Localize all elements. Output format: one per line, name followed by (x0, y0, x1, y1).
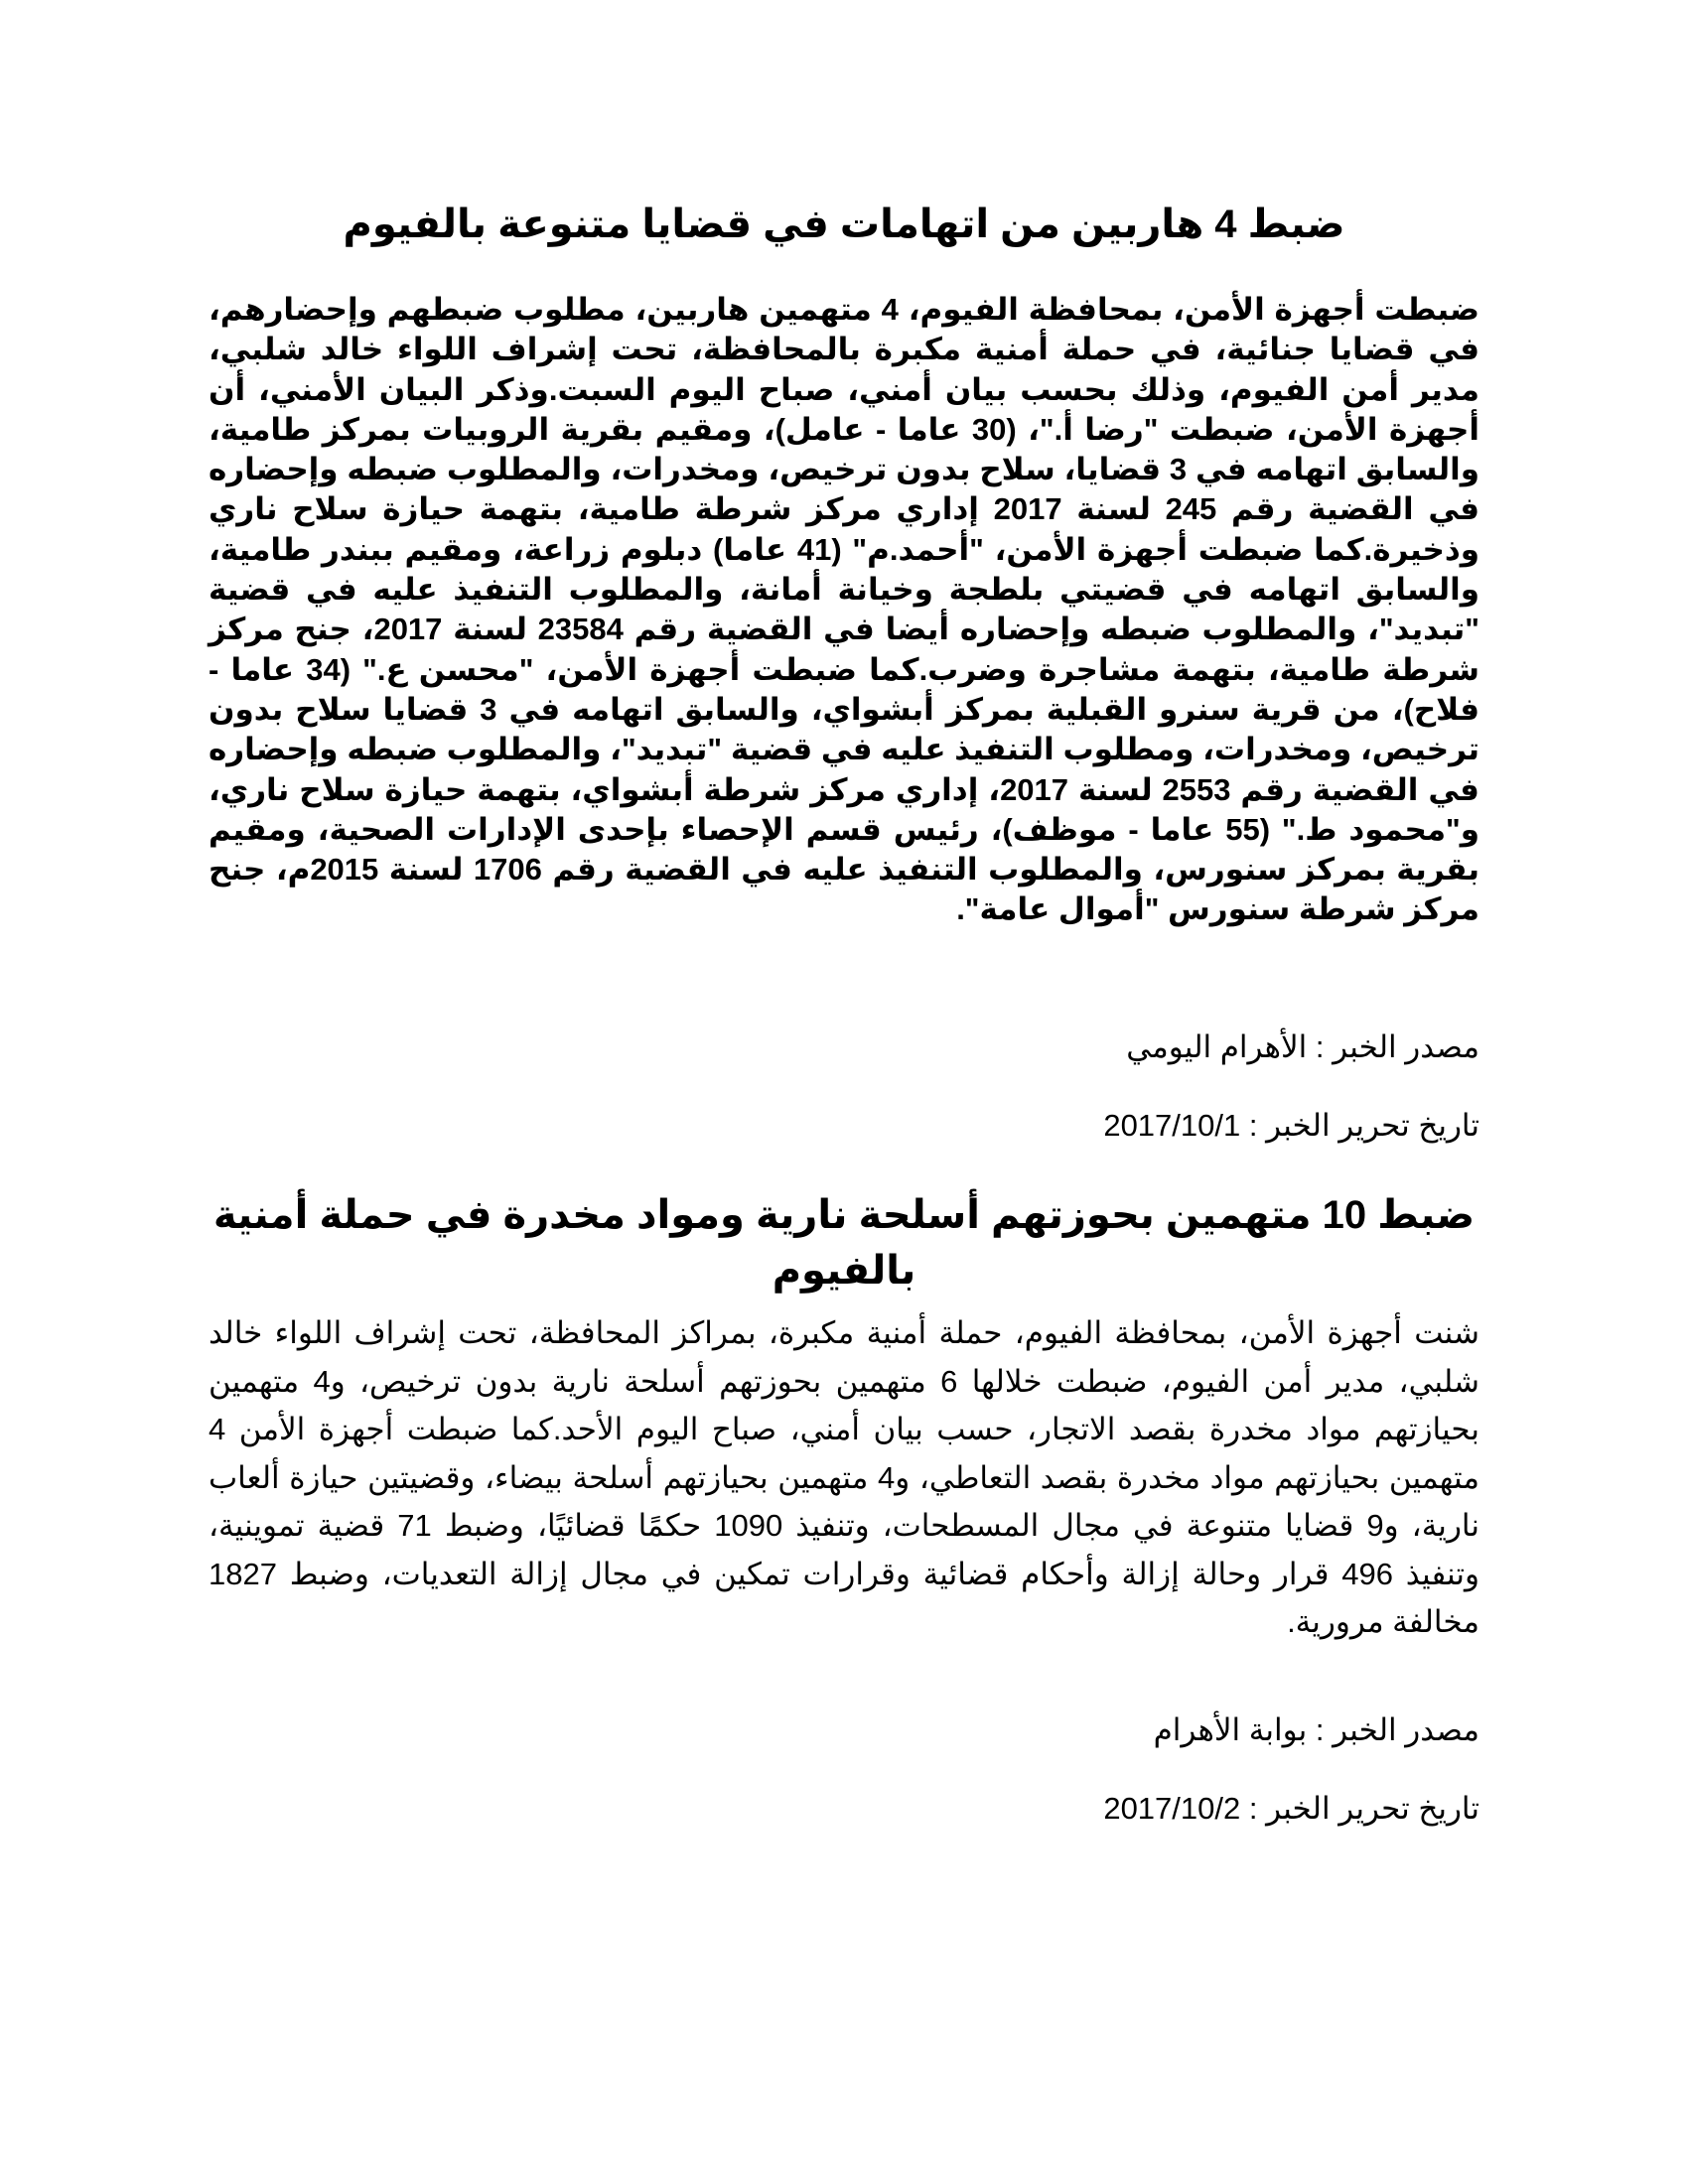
article-2-title: ضبط 10 متهمين بحوزتهم أسلحة نارية ومواد مخدرة في حملة أمنية بالفيوم (212, 1193, 1476, 1293)
article-1-source: مصدر الخبر : الأهرام اليومي (1126, 1029, 1479, 1064)
article-2-body: شنت أجهزة الأمن، بمحافظة الفيوم، حملة أمنية مكبرة، بمراكز المحافظة، تحت إشراف اللواء خالد شلبي، مدير أمن الفيوم، ضبطت خلالها 6 متهمين بحوزتهم أسلحة نارية بدون ترخيص، و4 متهمين بحيازتهم مواد مخدرة بقصد الاتجار، حسب بيان أمني، صباح اليوم الأحد.كما ضبطت أجهزة الأمن 4 متهمين بحيازتهم مواد مخدرة بقصد التعاطي، و4 متهمين بحيازتهم أسلحة بيضاء، وقضيتين حيازة ألعاب نارية، و9 قضايا متنوعة في مجال المسطحات، وتنفيذ 1090 حكمًا قضائيًا، وضبط 71 قضية تموينية، وتنفيذ 496 قرار وحالة إزالة وأحكام قضائية وقرارات تمكين في مجال إزالة التعديات، وضبط 1827 مخالفة مرورية. (209, 1315, 1479, 1639)
article-1-title: ضبط 4 هاربين من اتهامات في قضايا متنوعة بالفيوم (343, 203, 1345, 246)
article-1-date: تاريخ تحرير الخبر : 2017/10/1 (1103, 1108, 1479, 1143)
article-2-date: تاريخ تحرير الخبر : 2017/10/2 (1103, 1791, 1479, 1826)
article-2-source: مصدر الخبر : بوابة الأهرام (1153, 1712, 1479, 1747)
article-1-body: ضبطت أجهزة الأمن، بمحافظة الفيوم، 4 متهمين هاربين، مطلوب ضبطهم وإحضارهم، في قضايا جنائية، في حملة أمنية مكبرة بالمحافظة، تحت إشراف اللواء خالد شلبي، مدير أمن الفيوم، وذلك بحسب بيان أمني، صباح اليوم السبت.وذكر البيان الأمني، أن أجهزة الأمن، ضبطت "رضا أ."، (30 عاما - عامل)، ومقيم بقرية الروبيات بمركز طامية، والسابق اتهامه في 3 قضايا، سلاح بدون ترخيص، ومخدرات، والمطلوب ضبطه وإحضاره في القضية رقم 245 لسنة 2017 إداري مركز شرطة طامية، بتهمة حيازة سلاح ناري وذخيرة.كما ضبطت أجهزة الأمن، "أحمد.م" (41 عاما) دبلوم زراعة، ومقيم ببندر طامية، والسابق اتهامه في قضيتي بلطجة وخيانة أمانة، والمطلوب التنفيذ عليه في قضية "تبديد"، والمطلوب ضبطه وإحضاره أيضا في القضية رقم 23584 لسنة 2017، جنح مركز شرطة طامية، بتهمة مشاجرة وضرب.كما ضبطت أجهزة الأمن، "محسن ع." (34 عاما - فلاح)، من قرية سنرو القبلية بمركز أبشواي، والسابق اتهامه في 3 قضايا سلاح بدون ترخيص، ومخدرات، ومطلوب التنفيذ عليه في قضية "تبديد"، والمطلوب ضبطه وإحضاره في القضية رقم 2553 لسنة 2017، إداري مركز شرطة أبشواي، بتهمة حيازة سلاح ناري، و"محمود ط." (55 عاما - موظف)، رئيس قسم الإحصاء بإحدى الإدارات الصحية، ومقيم بقرية بمركز سنورس، والمطلوب التنفيذ عليه في القضية رقم 1706 لسنة 2015م، جنح مركز شرطة سنورس "أموال عامة". (209, 292, 1479, 927)
